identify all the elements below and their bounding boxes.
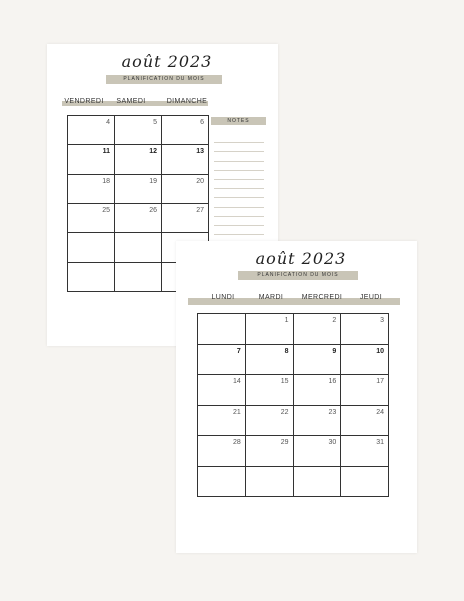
subtitle-banner: PLANIFICATION DU MOIS [106,75,222,84]
calendar-cell [294,406,342,437]
calendar-cell [341,345,389,376]
date-number: 14 [232,378,241,385]
calendar-cell [294,345,342,376]
calendar-cell [246,436,294,467]
day-header-thursday: JEUDI [359,294,383,301]
calendar-cell [294,314,342,345]
calendar-cell [246,345,294,376]
note-line [214,162,264,171]
day-header-monday: LUNDI [211,294,235,301]
calendar-cell [115,175,162,204]
page-title: août 2023 [255,249,347,268]
date-number: 23 [328,408,337,416]
note-line [214,189,264,198]
calendar-cell [198,467,246,498]
calendar-cell [68,233,115,262]
date-number: 28 [232,439,241,446]
note-line [214,226,264,235]
calendar-cell [115,263,162,292]
calendar-cell [341,314,389,345]
date-number: 1 [284,317,289,324]
calendar-cell [115,145,162,174]
calendar-cell [341,467,389,498]
note-line [214,134,264,143]
date-number: 15 [280,378,289,385]
date-number: 16 [328,378,337,385]
date-number: 21 [232,408,241,416]
date-number: 22 [280,408,289,416]
notes-label: NOTES [211,117,266,125]
calendar-grid [197,313,389,497]
date-number: 17 [376,378,384,385]
calendar-cell [246,467,294,498]
calendar-cell [198,406,246,437]
note-line [214,198,264,207]
date-number: 29 [280,439,289,446]
date-number: 26 [149,207,157,214]
date-number: 25 [102,207,110,214]
calendar-cell [162,175,209,204]
note-line [214,208,264,217]
date-number: 6 [200,119,204,126]
day-header-sunday: DIMANCHE [166,98,208,105]
planner-page-weekdays [176,241,417,553]
date-number: 19 [149,177,157,185]
day-header-wednesday: MERCREDI [301,294,343,301]
note-line [214,152,264,161]
date-number: 18 [102,177,110,185]
date-number: 2 [332,317,337,324]
calendar-cell [294,467,342,498]
day-header-row [188,293,400,305]
calendar-cell [198,314,246,345]
note-line [214,171,264,180]
calendar-cell [68,175,115,204]
date-number: 27 [196,207,204,214]
calendar-cell [68,145,115,174]
calendar-cell [246,406,294,437]
date-number: 9 [332,347,337,355]
note-line [214,217,264,226]
calendar-cell [294,436,342,467]
date-number: 4 [106,119,110,126]
date-number: 13 [196,148,204,156]
calendar-cell [162,204,209,233]
date-number: 8 [284,347,289,355]
page-title: août 2023 [121,52,213,71]
date-number: 30 [328,439,337,446]
date-number: 3 [380,317,384,324]
date-number: 20 [196,177,204,185]
date-number: 12 [149,148,157,156]
day-header-friday: VENDREDI [64,98,104,105]
calendar-cell [341,436,389,467]
calendar-cell [198,436,246,467]
calendar-cell [115,233,162,262]
date-number: 5 [153,119,157,126]
calendar-cell [341,375,389,406]
calendar-cell [162,116,209,145]
calendar-cell [68,116,115,145]
date-number: 31 [376,439,384,446]
calendar-cell [115,116,162,145]
calendar-cell [198,375,246,406]
day-header-saturday: SAMEDI [116,98,146,105]
calendar-cell [341,406,389,437]
date-number: 10 [376,347,384,355]
date-number: 11 [102,148,110,156]
note-line [214,143,264,152]
subtitle-banner: PLANIFICATION DU MOIS [238,271,358,280]
note-line [214,180,264,189]
day-header-row [62,98,208,106]
calendar-cell [246,314,294,345]
date-number: 7 [236,347,241,355]
calendar-cell [198,345,246,376]
calendar-cell [294,375,342,406]
date-number: 24 [376,408,384,416]
calendar-cell [68,263,115,292]
calendar-cell [162,145,209,174]
calendar-cell [68,204,115,233]
calendar-cell [115,204,162,233]
day-header-tuesday: MARDI [258,294,284,301]
calendar-cell [246,375,294,406]
